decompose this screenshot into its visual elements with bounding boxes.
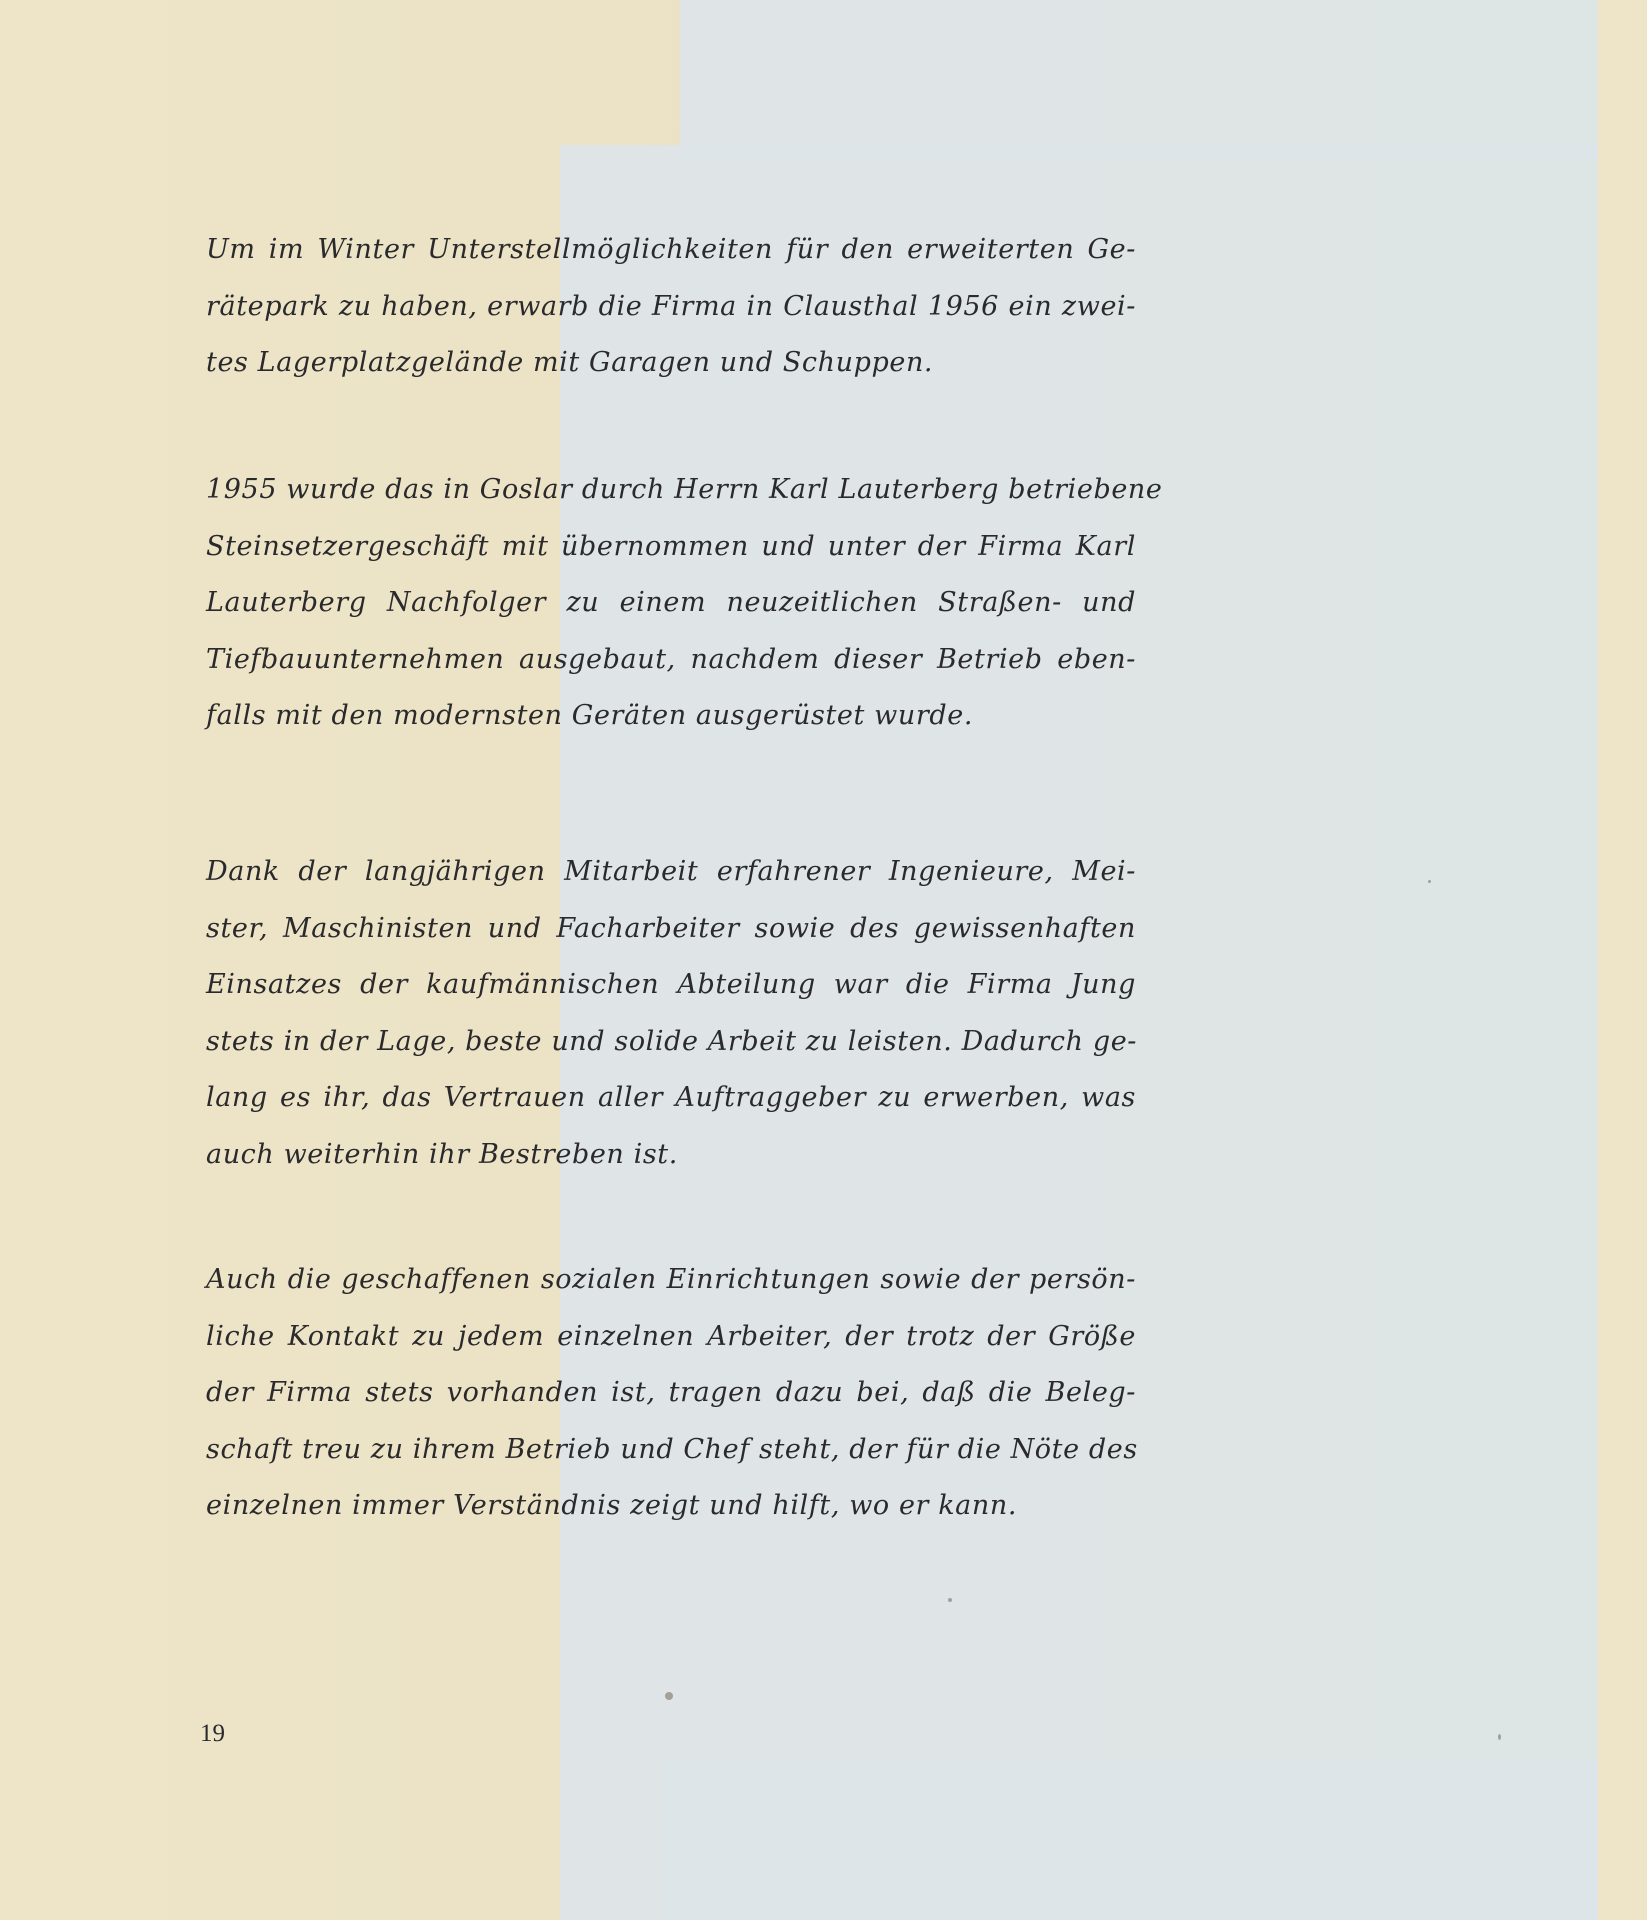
paragraph-line: schaft treu zu ihrem Betrieb und Chef steht, der für die Nöte des xyxy=(206,1433,1138,1465)
paragraph-4 xyxy=(206,1252,1136,1535)
paragraph-1 xyxy=(206,222,1136,392)
paragraph-line: Lauterberg Nachfolger zu einem neuzeitlichen Straßen- und xyxy=(206,587,1136,618)
paragraph-line: Einsatzes der kaufmännischen Abteilung war die Firma Jung xyxy=(206,969,1136,1000)
paragraph-line: 1955 wurde das in Goslar durch Herrn Karl Lauterberg betriebene xyxy=(206,474,1163,505)
page-edge-strip xyxy=(1598,0,1647,1920)
paper-speck xyxy=(665,1692,673,1700)
paragraph-line: falls mit den modernsten Geräten ausgerüstet wurde. xyxy=(206,700,973,731)
paragraph-line: lang es ihr, das Vertrauen aller Auftraggeber zu erwerben, was xyxy=(206,1082,1136,1113)
paragraph-line: einzelnen immer Verständnis zeigt und hilft, wo er kann. xyxy=(206,1490,1018,1521)
bleed-through-region-top xyxy=(680,0,1600,160)
paragraph-line: der Firma stets vorhanden ist, tragen dazu bei, daß die Beleg- xyxy=(206,1377,1136,1408)
paragraph-line: Um im Winter Unterstellmöglichkeiten für den erweiterten Ge- xyxy=(206,234,1136,265)
paragraph-line: liche Kontakt zu jedem einzelnen Arbeiter, der trotz der Größe xyxy=(206,1320,1136,1352)
page-number: 19 xyxy=(200,1720,225,1747)
paragraph-2 xyxy=(206,462,1163,745)
paper-speck xyxy=(1498,1734,1501,1740)
paragraph-line: tes Lagerplatzgelände mit Garagen und Schuppen. xyxy=(206,347,934,378)
paragraph-line: stets in der Lage, beste und solide Arbeit zu leisten. Dadurch ge- xyxy=(206,1025,1138,1057)
paper-speck xyxy=(1428,880,1431,883)
paragraph-3 xyxy=(206,844,1136,1183)
paragraph-line: Steinsetzergeschäft mit übernommen und unter der Firma Karl xyxy=(206,530,1136,562)
paragraph-line: Dank der langjährigen Mitarbeit erfahrener Ingenieure, Mei- xyxy=(206,856,1136,887)
paragraph-line: auch weiterhin ihr Bestreben ist. xyxy=(206,1138,678,1170)
paragraph-line: ster, Maschinisten und Facharbeiter sowie des gewissenhaften xyxy=(206,912,1136,944)
paragraph-line: Auch die geschaffenen sozialen Einrichtungen sowie der persön- xyxy=(206,1264,1136,1295)
paper-speck xyxy=(948,1598,952,1602)
bleed-through-region-bottom xyxy=(665,1760,1600,1920)
paragraph-line: Tiefbauunternehmen ausgebaut, nachdem dieser Betrieb eben- xyxy=(206,643,1136,675)
paragraph-line: rätepark zu haben, erwarb die Firma in Clausthal 1956 ein zwei- xyxy=(206,290,1136,322)
